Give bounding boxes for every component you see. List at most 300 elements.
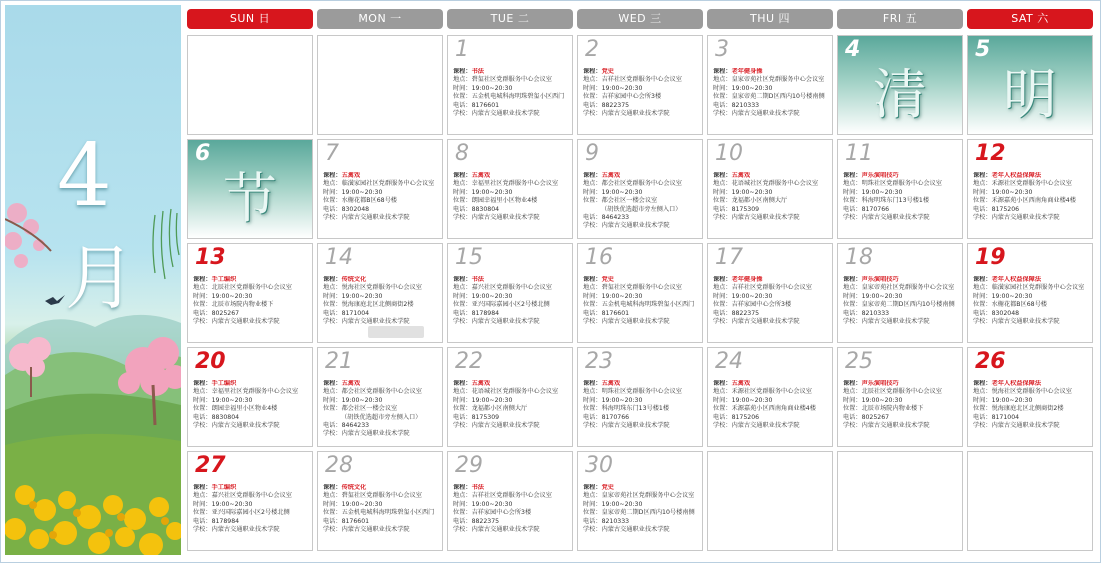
info-value: 19:00~20:30 (211, 500, 253, 508)
course-name: 党史 (601, 68, 614, 75)
info-label: 位置： (973, 301, 992, 309)
info-time (453, 501, 573, 509)
info-value: 19:00~20:30 (341, 292, 383, 300)
info-value: 龙福都小区南侧大厅 (731, 197, 788, 205)
course-label: 课程： (193, 380, 212, 387)
course-info (843, 172, 963, 222)
info-label: 学校： (453, 422, 472, 430)
weekday-header-2: TUE 二 (447, 9, 573, 29)
weekday-header-5: FRI 五 (837, 9, 963, 29)
info-label: 时间： (713, 84, 732, 92)
weekday-header-3: WED 三 (577, 9, 703, 29)
course-info (323, 484, 443, 534)
course-name: 声乐演唱技巧 (861, 172, 899, 179)
info-label: 位置： (323, 509, 342, 517)
info-value: 内蒙古交通职业技术学院 (471, 422, 540, 430)
info-value: 幸福里社区党群服务中心会议室 (471, 180, 559, 188)
info-value: 19:00~20:30 (341, 188, 383, 196)
info-value: 8175309 (471, 413, 500, 421)
course-info (713, 68, 833, 118)
info-place (973, 284, 1093, 292)
calendar-day-cell (837, 243, 963, 343)
day-number: 16 (585, 245, 613, 270)
info-value: 8210333 (861, 309, 890, 317)
info-label: 位置： (193, 301, 212, 309)
course-label: 课程： (193, 484, 212, 491)
course-info (323, 172, 443, 222)
info-loc (973, 301, 1093, 309)
info-label: 地点： (583, 76, 602, 84)
day-number: 8 (455, 141, 469, 166)
info-label: 电话： (583, 101, 602, 109)
course-info (973, 276, 1093, 326)
info-time (713, 85, 833, 93)
info-label: 地点： (843, 388, 862, 396)
info-label: 时间： (713, 292, 732, 300)
info-tel (453, 518, 573, 526)
calendar-day-cell (577, 451, 703, 551)
info-value: 19:00~20:30 (471, 84, 513, 92)
info-label: 时间： (193, 396, 212, 404)
course-info (973, 380, 1093, 430)
info-value: 内蒙古交通职业技术学院 (601, 222, 670, 230)
info-label: 位置： (843, 405, 862, 413)
info-loc (713, 301, 833, 309)
course-label: 课程： (193, 276, 212, 283)
info-label: 地点： (453, 180, 472, 188)
course-name: 老年健身操 (731, 276, 763, 283)
course-name: 五禽戏 (471, 172, 491, 179)
course-name: 五禽戏 (601, 172, 621, 179)
day-number: 2 (585, 37, 599, 62)
info-value: 皇家帝苑二期D区西内10号楼南侧 (861, 301, 955, 309)
info-value: 19:00~20:30 (991, 188, 1033, 196)
course-info (453, 484, 573, 534)
calendar-day-cell (967, 347, 1093, 447)
info-loc (453, 509, 573, 517)
info-place (843, 284, 963, 292)
info-school (713, 422, 833, 430)
info-label: 时间： (843, 396, 862, 404)
info-label: 位置： (713, 93, 732, 101)
info-school (843, 214, 963, 222)
course-info (713, 380, 833, 430)
calendar-day-cell (707, 35, 833, 135)
info-time (453, 189, 573, 197)
day-number: 19 (975, 245, 1006, 270)
info-label: 地点： (713, 180, 732, 188)
info-loc (583, 301, 703, 309)
info-place (713, 388, 833, 396)
info-label: 电话： (973, 413, 992, 421)
info-value: 19:00~20:30 (601, 292, 643, 300)
info-value: 内蒙古交通职业技术学院 (991, 318, 1060, 326)
festival-char: 节 (223, 167, 277, 230)
day-number: 15 (455, 245, 483, 270)
info-tel (583, 310, 703, 318)
info-place (453, 284, 573, 292)
info-school (193, 318, 313, 326)
info-tel (453, 206, 573, 214)
info-label: 时间： (323, 292, 342, 300)
info-time (323, 397, 443, 405)
info-label: 地点： (583, 492, 602, 500)
info-label: 电话： (583, 309, 602, 317)
info-place (453, 388, 573, 396)
info-school (713, 110, 833, 118)
info-label: 电话： (193, 517, 212, 525)
info-value: 内蒙古交通职业技术学院 (731, 422, 800, 430)
info-school (453, 526, 573, 534)
calendar-day-cell (707, 243, 833, 343)
info-value: 明珠社区党群服务中心会议室 (861, 180, 942, 188)
course-name: 老年人权益保障法 (991, 276, 1042, 283)
info-label: 地点： (713, 284, 732, 292)
info-label: 学校： (583, 318, 602, 326)
info-label: 时间： (323, 500, 342, 508)
info-extra: （胡铁优选超市旁左侧入口） (341, 413, 422, 421)
info-value: 内蒙古交通职业技术学院 (471, 110, 540, 118)
info-value: 吉祥社区党群服务中心会议室 (601, 76, 682, 84)
day-number: 26 (975, 349, 1006, 374)
info-value: 皇家帝苑社区党群服务中心会议室 (731, 76, 825, 84)
month-char: 月 (65, 237, 135, 319)
info-loc (453, 197, 573, 205)
calendar-day-cell (187, 347, 313, 447)
calendar-day-cell (187, 243, 313, 343)
info-label: 位置： (453, 301, 472, 309)
info-label: 时间： (713, 396, 732, 404)
info-label: 电话： (193, 309, 212, 317)
info-school (323, 526, 443, 534)
info-value: 亚兴国际嘉园小区2号楼北侧 (471, 301, 550, 309)
info-tel (583, 414, 703, 422)
course-name: 书法 (471, 68, 484, 75)
info-value: 19:00~20:30 (861, 396, 903, 404)
course-name: 老年健身操 (731, 68, 763, 75)
day-number: 10 (715, 141, 743, 166)
course-label: 课程： (453, 276, 472, 283)
calendar-day-cell (967, 35, 1093, 135)
info-place (973, 388, 1093, 396)
info-school (713, 318, 833, 326)
info-value: 北辰社区党群服务中心会议室 (861, 388, 942, 396)
info-label: 地点： (453, 492, 472, 500)
info-tel (453, 414, 573, 422)
info-place (323, 388, 443, 396)
info-school (973, 214, 1093, 222)
info-school (583, 318, 703, 326)
info-value: 8171004 (341, 309, 370, 317)
course-label: 课程： (843, 276, 862, 283)
info-value: 内蒙古交通职业技术学院 (601, 318, 670, 326)
info-label: 时间： (193, 292, 212, 300)
info-place (583, 388, 703, 396)
info-value: 都会社区一楼会议室 (341, 405, 398, 413)
info-value: 19:00~20:30 (211, 292, 253, 300)
info-school (843, 318, 963, 326)
info-value: 内蒙古交通职业技术学院 (341, 318, 410, 326)
course-info (713, 172, 833, 222)
info-label: 地点： (843, 284, 862, 292)
weekday-header-4: THU 四 (707, 9, 833, 29)
info-value: 吉祥家园中心会所3楼 (601, 93, 662, 101)
info-value: 碧玺社区党群服务中心会议室 (601, 284, 682, 292)
info-value: 五金机电城科海明珠碧玺小区西门 (471, 93, 565, 101)
info-value: 水榭花都B区68号楼 (991, 301, 1047, 309)
course-label: 课程： (713, 276, 732, 283)
info-school (453, 110, 573, 118)
info-time (193, 501, 313, 509)
info-label: 地点： (453, 76, 472, 84)
info-label: 地点： (973, 180, 992, 188)
info-loc (843, 197, 963, 205)
day-number: 20 (195, 349, 226, 374)
info-value: 皇家帝苑社区党群服务中心会议室 (601, 492, 695, 500)
info-value: 花语城社区党群服务中心会议室 (471, 388, 559, 396)
info-value: 19:00~20:30 (861, 188, 903, 196)
info-label: 学校： (323, 430, 342, 438)
info-time (583, 293, 703, 301)
info-value: 19:00~20:30 (471, 396, 513, 404)
info-school (583, 110, 703, 118)
info-value: 内蒙古交通职业技术学院 (861, 318, 930, 326)
info-label: 学校： (973, 214, 992, 222)
info-time (973, 293, 1093, 301)
info-value: 都会社区党群服务中心会议室 (341, 388, 422, 396)
info-value: 五金机电城科海明珠碧玺小区西门 (341, 509, 435, 517)
info-value: 禾源社区党群服务中心会议室 (991, 180, 1072, 188)
info-school (843, 422, 963, 430)
info-value: 8210333 (731, 101, 760, 109)
info-label: 时间： (973, 292, 992, 300)
course-label: 课程： (583, 172, 602, 179)
info-time (973, 397, 1093, 405)
course-info (323, 380, 443, 439)
course-label: 课程： (973, 276, 992, 283)
info-label: 时间： (193, 500, 212, 508)
calendar-day-cell (577, 243, 703, 343)
info-value: 内蒙古交通职业技术学院 (211, 526, 280, 534)
info-label: 学校： (323, 318, 342, 326)
info-value: 8175206 (991, 205, 1020, 213)
info-value: 8464233 (601, 214, 630, 222)
course-name: 声乐演唱技巧 (861, 380, 899, 387)
info-school (973, 318, 1093, 326)
info-label: 电话： (713, 309, 732, 317)
course-info (583, 484, 703, 534)
info-label: 位置： (323, 301, 342, 309)
info-place (453, 492, 573, 500)
day-number: 9 (585, 141, 599, 166)
course-info (453, 276, 573, 326)
info-label: 学校： (713, 214, 732, 222)
info-label: 学校： (453, 110, 472, 118)
calendar-day-cell (837, 347, 963, 447)
course-label: 课程： (323, 380, 342, 387)
info-value: 19:00~20:30 (601, 500, 643, 508)
info-label: 学校： (453, 318, 472, 326)
course-name: 五禽戏 (731, 380, 751, 387)
calendar-day-cell (837, 139, 963, 239)
info-label: 位置： (453, 509, 472, 517)
info-label: 时间： (583, 292, 602, 300)
info-label: 地点： (843, 180, 862, 188)
calendar-day-cell (447, 451, 573, 551)
day-number: 6 (195, 141, 211, 166)
info-label: 电话： (453, 205, 472, 213)
info-value: 碧玺社区党群服务中心会议室 (341, 492, 422, 500)
course-label: 课程： (583, 276, 602, 283)
info-label: 学校： (973, 318, 992, 326)
course-label: 课程： (453, 484, 472, 491)
info-place (453, 76, 573, 84)
info-value: 内蒙古交通职业技术学院 (471, 214, 540, 222)
day-number: 30 (585, 453, 613, 478)
info-value: 8171004 (991, 413, 1020, 421)
calendar-day-cell (707, 347, 833, 447)
info-loc (713, 93, 833, 101)
calendar-day-cell (577, 35, 703, 135)
info-value: 龙福都小区南侧大厅 (471, 405, 528, 413)
info-label: 电话： (323, 205, 342, 213)
course-info (583, 276, 703, 326)
info-label: 学校： (973, 422, 992, 430)
info-label: 时间： (713, 188, 732, 196)
day-number: 11 (845, 141, 873, 166)
info-value: 皇家帝苑二期D区西内10号楼南侧 (601, 509, 695, 517)
calendar-day-cell (317, 451, 443, 551)
course-info (453, 68, 573, 118)
info-tel (973, 310, 1093, 318)
course-name: 老年人权益保障法 (991, 380, 1042, 387)
info-value: 8302048 (341, 205, 370, 213)
info-value: 8822375 (731, 309, 760, 317)
info-label: 位置： (193, 509, 212, 517)
course-label: 课程： (453, 380, 472, 387)
info-value: 临潢家园社区党群服务中心会议室 (341, 180, 435, 188)
info-time (583, 189, 703, 197)
calendar-day-cell (187, 35, 313, 135)
calendar-day-cell (577, 139, 703, 239)
info-value: 8822375 (601, 101, 630, 109)
calendar-day-cell (577, 347, 703, 447)
info-school (453, 214, 573, 222)
course-info (973, 172, 1093, 222)
info-value: 内蒙古交通职业技术学院 (991, 214, 1060, 222)
info-label: 学校： (453, 214, 472, 222)
info-label: 时间： (583, 500, 602, 508)
info-value: 19:00~20:30 (731, 292, 773, 300)
info-label: 位置： (973, 405, 992, 413)
info-tel (193, 414, 313, 422)
info-tel (843, 206, 963, 214)
info-time (453, 293, 573, 301)
info-label: 学校： (193, 422, 212, 430)
course-info (453, 172, 573, 222)
info-value: 花语城社区党群服务中心会议室 (731, 180, 819, 188)
info-value: 19:00~20:30 (471, 188, 513, 196)
course-name: 书法 (471, 276, 484, 283)
calendar-day-cell (967, 139, 1093, 239)
day-number: 29 (455, 453, 483, 478)
course-info (193, 484, 313, 534)
course-name: 五禽戏 (341, 172, 361, 179)
info-school (323, 430, 443, 438)
info-tel (843, 310, 963, 318)
course-name: 手工编织 (211, 380, 237, 387)
info-time (713, 189, 833, 197)
info-label: 电话： (323, 517, 342, 525)
info-label: 位置： (713, 405, 732, 413)
info-value: 吉祥社区党群服务中心会议室 (471, 492, 552, 500)
info-value: 内蒙古交通职业技术学院 (341, 526, 410, 534)
calendar-day-cell (317, 35, 443, 135)
info-time (583, 501, 703, 509)
info-label: 位置： (843, 301, 862, 309)
info-value: 悦海康庭北区北侧商街2楼 (341, 301, 414, 309)
info-value: 8822375 (471, 517, 500, 525)
info-school (583, 422, 703, 430)
info-label: 时间： (453, 292, 472, 300)
info-loc (453, 93, 573, 101)
calendar-day-cell (967, 451, 1093, 551)
info-label: 地点： (193, 388, 212, 396)
info-label: 电话： (323, 309, 342, 317)
course-info (583, 68, 703, 118)
info-value: 19:00~20:30 (991, 292, 1033, 300)
day-number: 13 (195, 245, 226, 270)
info-value: 嘉兴社区党群服务中心会议室 (211, 492, 292, 500)
course-info (193, 380, 313, 430)
course-label: 课程： (323, 276, 342, 283)
day-number: 24 (715, 349, 743, 374)
info-value: 北辰市场院内物业楼下 (211, 301, 274, 309)
info-value: 亚兴国际嘉园小区2号楼北侧 (211, 509, 290, 517)
course-name: 手工编织 (211, 484, 237, 491)
course-name: 党史 (601, 276, 614, 283)
course-info (713, 276, 833, 326)
calendar-day-cell (837, 35, 963, 135)
course-name: 五禽戏 (731, 172, 751, 179)
selection-highlight (368, 326, 424, 338)
info-label: 学校： (323, 214, 342, 222)
day-number: 14 (325, 245, 353, 270)
info-value: 19:00~20:30 (991, 396, 1033, 404)
info-loc (583, 93, 703, 101)
info-place (323, 492, 443, 500)
info-label: 位置： (453, 93, 472, 101)
info-value: 8175309 (731, 205, 760, 213)
info-time (843, 397, 963, 405)
info-label: 位置： (323, 405, 342, 413)
swallow-icon (45, 295, 65, 305)
course-label: 课程： (713, 68, 732, 75)
info-value: 悦海社区党群服务中心会议室 (341, 284, 422, 292)
info-label: 时间： (973, 396, 992, 404)
course-name: 党史 (601, 484, 614, 491)
info-place (713, 180, 833, 188)
info-value: 19:00~20:30 (861, 292, 903, 300)
info-tel (583, 518, 703, 526)
calendar-day-cell (447, 35, 573, 135)
info-value: 北辰市场院内物业楼下 (861, 405, 924, 413)
info-label: 位置： (713, 301, 732, 309)
info-time (583, 397, 703, 405)
info-time (323, 293, 443, 301)
info-label: 学校： (193, 318, 212, 326)
info-label: 电话： (583, 413, 602, 421)
